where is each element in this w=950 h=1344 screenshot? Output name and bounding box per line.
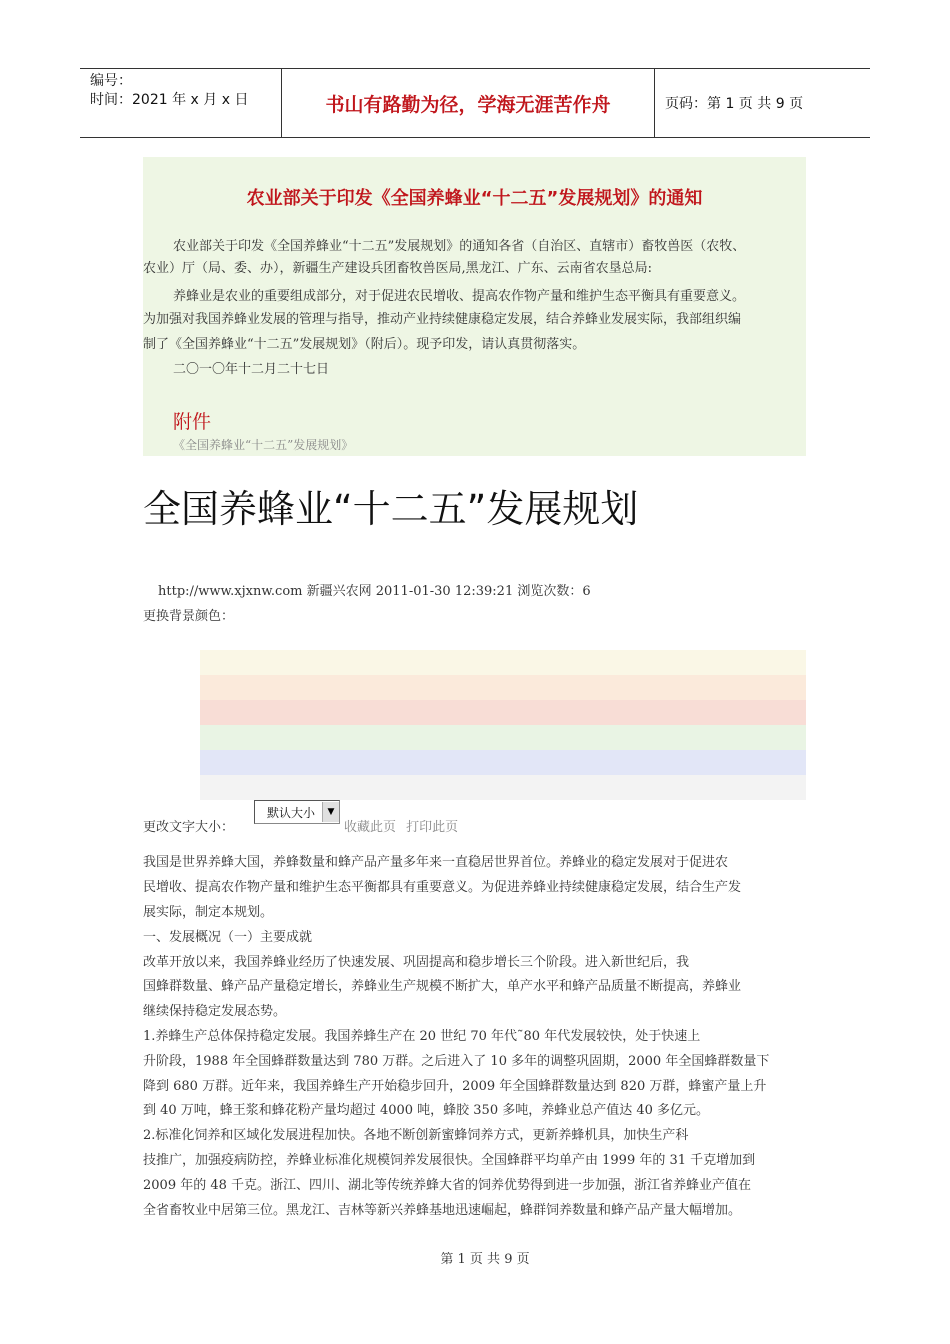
font-size-label: 更改文字大小： — [143, 820, 235, 835]
document-header — [80, 68, 870, 138]
bg-color-swatch[interactable] — [200, 700, 806, 725]
font-size-row — [143, 800, 464, 835]
body-line: 2.标准化饲养和区域化发展进程加快。各地不断创新蜜蜂饲养方式，更新养蜂机具，加快生产科 — [143, 1128, 689, 1143]
notice-line: 农业部关于印发《全国养蜂业“十二五”发展规划》的通知各省（自治区、直辖市）畜牧兽医（农牧、 — [173, 239, 746, 254]
notice-box — [143, 157, 806, 456]
page-number-label: 页码：第 1 页 共 9 页 — [665, 96, 804, 112]
number-label: 编号： — [90, 73, 132, 89]
chevron-down-icon[interactable]: ▼ — [322, 802, 339, 822]
bookmark-link[interactable]: 收藏此页 — [344, 820, 397, 835]
attachment-label: 附件 — [173, 411, 212, 433]
body-line: 技推广，加强疫病防控，养蜂业标准化规模饲养发展很快。全国蜂群平均单产由 1999 年的 31 千克增加到 — [143, 1153, 756, 1168]
section-heading: 一、发展概况（一）主要成就 — [143, 930, 313, 945]
body-line: 到 40 万吨，蜂王浆和蜂花粉产量均超过 4000 吨，蜂胶 350 多吨，养蜂业总产值达 40 多亿元。 — [143, 1103, 710, 1118]
page-footer: 第 1 页 共 9 页 — [440, 1252, 530, 1267]
notice-title: 农业部关于印发《全国养蜂业“十二五”发展规划》的通知 — [246, 188, 703, 209]
article-title: 全国养蜂业“十二五”发展规划 — [143, 487, 639, 531]
bg-color-swatch[interactable] — [200, 650, 806, 675]
font-size-value: 默认大小 — [267, 805, 316, 820]
body-line: 升阶段，1988 年全国蜂群数量达到 780 万群。之后进入了 10 多年的调整巩固期，2000 年全国蜂群数量下 — [143, 1054, 770, 1069]
body-line: 2009 年的 48 千克。浙江、四川、湖北等传统养蜂大省的饲养优势得到进一步加强，浙江省养蜂业产值在 — [143, 1178, 752, 1193]
bg-color-swatch[interactable] — [200, 725, 806, 750]
font-size-select[interactable] — [254, 800, 340, 824]
notice-date: 二〇一〇年十二月二十七日 — [173, 362, 330, 377]
body-line: 全省畜牧业中居第三位。黑龙江、吉林等新兴养蜂基地迅速崛起，蜂群饲养数量和蜂产品产量大幅增加。 — [143, 1203, 742, 1218]
notice-line: 制了《全国养蜂业“十二五”发展规划》（附后）。现予印发，请认真贯彻落实。 — [143, 337, 586, 352]
attachment-name[interactable]: 《全国养蜂业“十二五”发展规划》 — [173, 438, 354, 452]
bg-color-label: 更换背景颜色： — [143, 609, 235, 624]
print-link[interactable]: 打印此页 — [406, 820, 459, 835]
bg-color-swatch[interactable] — [200, 775, 806, 800]
body-line: 改革开放以来，我国养蜂业经历了快速发展、巩固提高和稳步增长三个阶段。进入新世纪后，我 — [143, 955, 690, 970]
body-line: 我国是世界养蜂大国，养蜂数量和蜂产品产量多年来一直稳居世界首位。养蜂业的稳定发展对于促进农 — [143, 855, 729, 870]
article-meta: http://www.xjxnw.com 新疆兴农网 2011-01-30 12:39:21 浏览次数：6 — [158, 584, 591, 599]
header-left-cell — [80, 69, 282, 137]
bg-color-swatches — [200, 650, 806, 800]
body-line: 降到 680 万群。近年来，我国养蜂生产开始稳步回升，2009 年全国蜂群数量达到 820 万群，蜂蜜产量上升 — [143, 1079, 767, 1094]
body-line: 展实际，制定本规划。 — [143, 905, 274, 920]
time-label: 时间：2021 年 x 月 x 日 — [90, 92, 249, 108]
bg-color-swatch[interactable] — [200, 750, 806, 775]
notice-line: 为加强对我国养蜂业发展的管理与指导，推动产业持续健康稳定发展，结合养蜂业发展实际，我部组织编 — [143, 312, 742, 327]
notice-line: 农业）厅（局、委、办），新疆生产建设兵团畜牧兽医局,黑龙江、广东、云南省农垦总局: — [143, 261, 653, 276]
body-line: 国蜂群数量、蜂产品产量稳定增长，养蜂业生产规模不断扩大，单产水平和蜂产品质量不断提高，养蜂业 — [143, 979, 742, 994]
notice-line: 养蜂业是农业的重要组成部分，对于促进农民增收、提高农作物产量和维护生态平衡具有重要意义。 — [173, 289, 746, 304]
bg-color-swatch[interactable] — [200, 675, 806, 700]
body-line: 民增收、提高农作物产量和维护生态平衡都具有重要意义。为促进养蜂业持续健康稳定发展，结合生产发 — [143, 880, 742, 895]
motto: 书山有路勤为径，学海无涯苦作舟 — [282, 69, 655, 137]
body-line: 1.养蜂生产总体保持稳定发展。我国养蜂生产在 20 世纪 70 年代˜80 年代发展较快，处于快速上 — [143, 1029, 701, 1044]
body-line: 继续保持稳定发展态势。 — [143, 1004, 287, 1019]
